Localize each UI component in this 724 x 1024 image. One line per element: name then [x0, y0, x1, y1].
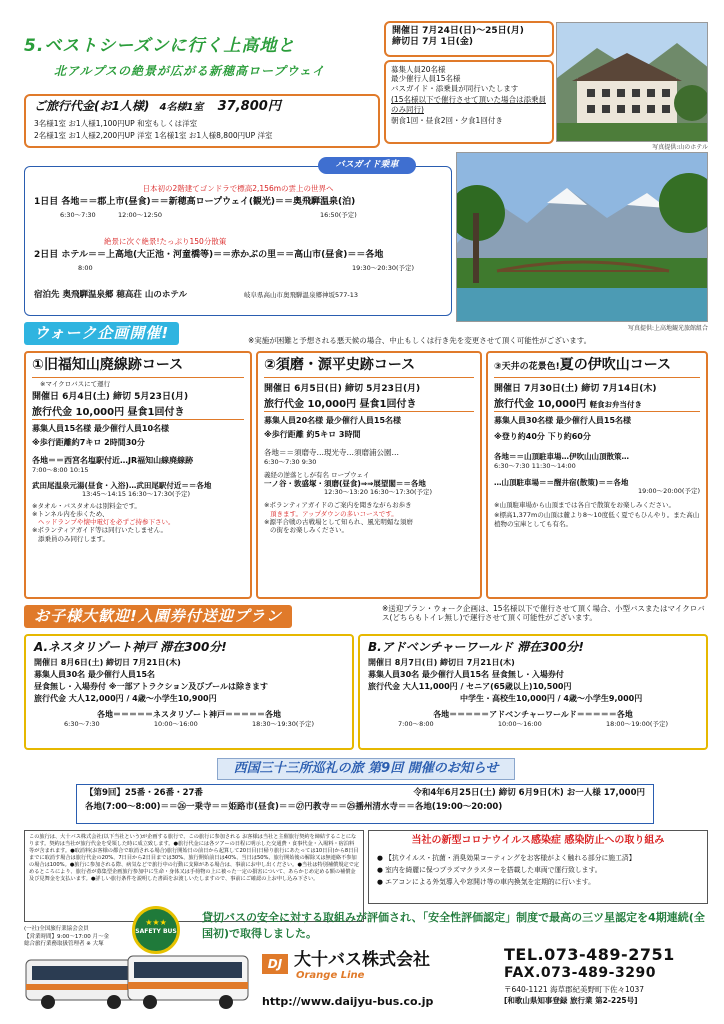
plan-a-time-3: 18:30～19:30(予定)	[251, 720, 314, 728]
plan-b-title: B.アドベンチャーワールド 滞在300分!	[368, 640, 584, 654]
course-3-walk: ※登り約40分 下り約60分	[494, 432, 591, 442]
plan-a-box	[24, 634, 354, 750]
pilgrimage-banner-row	[24, 758, 708, 780]
course-3-route2-times: 19:00～20:00(予定)	[637, 487, 700, 496]
price-amount: 37,800円	[217, 99, 281, 114]
course-3-date: 開催日 7月30日(土) 締切 7月14日(木)	[494, 383, 657, 394]
course-2-walk: ※歩行距離 約5キロ 3時間	[264, 430, 361, 440]
course-1-route-times: 7:00～8:00 10:15	[32, 466, 89, 475]
course-1-route2: 武田尾温泉元湯(昼食・入浴)…武田尾駅付近＝＝各地	[32, 480, 212, 490]
plan-b-time-1: 7:00～8:00	[398, 720, 434, 728]
safety-stars-icon: ★★★	[145, 918, 167, 927]
plan-a-time-1: 6:30～7:30	[64, 720, 100, 728]
plan-b-route: 各地＝＝＝＝＝アドベンチャーワールド＝＝＝＝＝各地	[433, 710, 633, 719]
hotel-photo-caption: 写真提供:山のホテル	[652, 144, 708, 151]
pilgrimage-date: 令和4年6月25日(土) 締切 6月9日(木) お一人様 17,000円	[413, 788, 645, 798]
course-2-note-1: ※ボランティアガイドのご案内を聞きながらお歩き	[264, 501, 412, 510]
course-1-note-5: 添乗員のみ同行します。	[38, 534, 109, 543]
plan-b-price2: 中学生・高校生10,000円 / 4歳～小学生9,000円	[460, 694, 643, 703]
day1-time-1: 6:30～7:30	[60, 211, 96, 219]
plan-a-people: 募集人員30名 最少催行人員15名	[34, 670, 156, 679]
day1-route: 1日目 各地＝＝郡上市(昼食)＝＝新穂高ロープウェイ(観光)＝＝奥飛騨温泉(泊)	[34, 197, 356, 207]
course-1-price: 旅行代金 10,000円 昼食1回付き	[32, 407, 244, 421]
plan-b-date: 開催日 8月7日(日) 締切日 7月21日(木)	[368, 658, 515, 667]
plan-a-title: A.ネスタリゾート神戸 滞在300分!	[34, 640, 227, 654]
day1-intro: 日本初の2階建てゴンドラで標高2,156mの雲上の世界へ	[142, 184, 334, 193]
bus-guide-badge: バスガイド乗車	[318, 157, 416, 174]
course-3-people: 募集人員30名様 最少催行人員15名様	[494, 416, 632, 426]
course-1-note-1: ※タオル・バスタオルは別料金です。	[32, 502, 141, 510]
course-2-price: 旅行代金 10,000円 昼食1回付き	[264, 399, 474, 413]
hotel-address: 岐阜県高山市奥飛騨温泉郷神坂577-13	[244, 291, 359, 299]
hotel-name: 宿泊先 奥飛騨温泉郷 穂高荘 山のホテル	[34, 290, 187, 300]
course-1-note-2: ※トンネル内を歩くため、	[32, 510, 109, 519]
title-line-2: 北アルプスの絶景が広がる新穂高ロープウェイ	[54, 64, 325, 78]
covid-box	[368, 830, 708, 904]
bus-icon	[24, 946, 254, 1016]
plan-a-meal: 昼食無し・入場券付 ※一部アトラクション及びプールは除きます	[34, 682, 268, 691]
course-3-note-1: ※山頂駐車場から山頂までは各自で散策をお楽しみください。	[494, 501, 675, 510]
course-1-people: 募集人員15名様 最少催行人員10名様	[32, 424, 170, 434]
course-2-date: 開催日 6月5日(日) 締切 5月23日(月)	[264, 383, 421, 394]
company-name: 大十バス株式会社	[294, 950, 430, 970]
plan-a-date: 開催日 8月6日(土) 締切日 7月21日(木)	[34, 658, 181, 667]
course-2-people: 募集人員20名様 最少催行人員15名様	[264, 416, 402, 426]
company-logo: DJ	[262, 954, 288, 974]
course-2-route-times: 6:30～7:30 9:30	[264, 457, 317, 466]
covid-item-1: ● 【抗ウイルス・抗菌・消臭効果コーティングをお客様がよく触れる部分に施工済】	[377, 853, 636, 862]
course-1-title: ①旧福知山廃線跡コース	[32, 357, 244, 378]
plan-b-people: 募集人員30名 最少催行人員15名 昼食無し・入場券付	[368, 670, 564, 679]
bus-illustration	[24, 946, 254, 1016]
course-3-title: 夏の伊吹山コース	[559, 357, 672, 373]
association-line-1: (一社)全国旅行業協会会員	[24, 926, 89, 932]
company-url[interactable]: http://www.daijyu-bus.co.jp	[262, 995, 434, 1008]
day2-intro: 絶景に次ぐ絶景!たっぷり150分散策	[104, 237, 227, 246]
course-2-note-2: 頂きます。アップダウンの多いコースです。	[270, 509, 398, 518]
course-3-price-note: 軽食お弁当付き	[589, 399, 643, 409]
course-2-box	[256, 351, 482, 599]
course-2-route-pre: 義経の逆落としが有名 ロープウェイ	[264, 470, 370, 479]
covid-title: 当社の新型コロナウイルス感染症 感染防止への取り組み	[411, 835, 665, 846]
course-2-route2-times: 12:30～13:20 16:30～17:30(予定)	[324, 488, 433, 497]
course-2-note-3: ※源平合戦の古戦場として知られ、風光明媚な須磨	[264, 517, 413, 526]
course-3-route: 各地＝＝山頂駐車場…伊吹山山頂散策…	[494, 452, 629, 462]
plan-a-time-2: 10:00～16:00	[153, 720, 198, 728]
course-1-route: 各地＝＝西宮名塩駅付近…JR福知山線廃線跡	[32, 456, 194, 466]
plan-a-route: 各地＝＝＝＝＝ネスタリゾート神戸＝＝＝＝＝各地	[97, 710, 281, 719]
course-3-price: 旅行代金 10,000円	[494, 398, 587, 410]
course-1-note-4: ※ボランティアガイド等は同行いたしません。	[32, 526, 168, 535]
walk-notice: ※実施が困難と予想される悪天候の場合、中止もしくは行き先を変更させて頂く可能性がございます。	[248, 336, 592, 345]
recruit-line-3: バスガイド・添乗員が同行いたします	[391, 83, 519, 93]
safety-text: 貸切バスの安全に対する取組みが評価され、「安全性評価認定」制度で最高の三ツ星認定を4期連続(全国初)で取得しました。	[202, 911, 705, 940]
day2-route: 2日目 ホテル＝＝上高地(大正池・河童橋等)＝＝赤かぶの里＝＝高山市(昼食)＝＝各地	[34, 250, 384, 260]
schedule-depart: 開催日 7月24日(日)～25日(月)	[392, 26, 524, 36]
course-3-route-times: 6:30～7:30 11:30～14:00	[494, 461, 576, 470]
course-1-date: 開催日 6月4日(土) 締切 5月23日(月)	[32, 391, 189, 402]
recruit-note: (15名様以下で催行させて頂いた場合は添乗員のみ同行)	[391, 95, 546, 114]
day2-time-2: 19:30～20:30(予定)	[352, 264, 415, 272]
course-1-box	[24, 351, 252, 599]
company-fax: FAX.073-489-3290	[504, 965, 656, 981]
course-3-title-pre: ③天井の花景色!	[494, 362, 560, 372]
course-1-sub: ※マイクロバスにて運行	[40, 379, 111, 388]
course-3-route2: …山頂駐車場＝＝醒井宿(散策)＝＝各地	[494, 477, 629, 487]
course-2-title: ②須磨・源平史跡コース	[264, 357, 474, 378]
pilgrimage-box	[76, 784, 654, 824]
course-1-walk: ※歩行距離約7キロ 2時間30分	[32, 438, 145, 448]
recruit-meals: 朝食1回・昼食2回・夕食1回付き	[391, 115, 503, 125]
company-registration: [和歌山県知事登録 旅行業 第2-225号]	[504, 996, 638, 1005]
kamikochi-photo-caption: 写真提供:上高地観光旅館組合	[627, 325, 708, 332]
schedule-deadline: 締切日 7月 1日(金)	[392, 37, 474, 48]
recruit-line-2: 最少催行人員15名様	[391, 74, 461, 84]
walk-banner: ウォーク企画開催!	[24, 322, 179, 345]
course-3-box	[486, 351, 708, 599]
company-tel[interactable]: TEL.073-489-2751	[504, 945, 675, 964]
price-box	[24, 94, 380, 148]
price-condition: 4名様1室	[159, 102, 204, 113]
hotel-photo-art	[557, 23, 708, 142]
recruit-line-1: 募集人員20名様	[391, 65, 446, 74]
course-2-note-4: の街をお楽しみください。	[270, 525, 348, 534]
day2-time-1: 8:00	[78, 264, 93, 272]
covid-item-2: ● 室内を綺麗に保つプラズマクラスターを搭載した車両で運行致します。	[377, 865, 602, 874]
price-label: ご旅行代金(お1人様)	[34, 99, 150, 113]
kids-banner: お子様大歓迎!入園券付送迎プラン	[24, 605, 292, 628]
price-line-1: 3名様1室 お1人様1,100円UP 和室もしくは洋室	[34, 119, 198, 129]
kamikochi-photo	[456, 152, 708, 322]
association-line-3: 総合旅行業務取扱管理者 ※ 大塚	[24, 941, 104, 948]
pilgrimage-round: 【第9回】25番・26番・27番	[85, 788, 203, 798]
course-1-route2-times: 13:45～14:15 16:30～17:30(予定)	[82, 489, 191, 498]
safety-badge-text: SAFETY BUS	[135, 928, 177, 935]
title-line-1: 5.ベストシーズンに行く上高地と	[24, 36, 296, 56]
course-1-note-3: ヘッドランプや懐中電灯を必ずご持参下さい。	[38, 518, 175, 527]
hotel-photo	[556, 22, 708, 142]
kids-notice: ※送迎プラン・ウォーク企画は、15名様以下で催行させて頂く場合、小型バスまたはマイクロバス(どちらもトイレ無し)で運行させて頂く可能性がございます。	[382, 604, 705, 623]
course-3-note-2: ※標高1,377mの山頂は麓より8～10度低く夏でもひんやり。また高山植物の宝庫としても有名。	[494, 511, 700, 528]
plan-a-price: 旅行代金 大人12,000円 / 4歳～小学生10,900円	[34, 694, 217, 703]
pilgrimage-route: 各地(7:00～8:00)＝＝㉖一乗寺＝＝姫路市(昼食)＝＝㉗円教寺＝＝㉕播州清水寺＝＝各地(19:00～20:00)	[85, 801, 503, 812]
plan-b-price: 旅行代金 大人11,000円 / セニア(65歳以上)10,500円	[368, 682, 572, 691]
day1-time-2: 12:00～12:50	[118, 211, 162, 219]
covid-item-3: ● エアコンによる外気導入や窓開け等の車内換気を定期的に行います。	[377, 878, 595, 887]
day1-time-3: 16:50(予定)	[320, 211, 357, 219]
schedule-box	[384, 21, 554, 57]
association-line-2: 【営業時間】9:00～17:00 月～金	[24, 933, 109, 940]
plan-b-time-2: 10:00～16:00	[497, 720, 542, 728]
kamikochi-photo-art	[457, 153, 708, 322]
pilgrimage-banner: 西国三十三所巡礼の旅 第9回 開催のお知らせ	[217, 758, 516, 780]
recruit-box	[384, 60, 554, 144]
company-address: 〒640-1121 海草郡紀美野町下佐々1037	[504, 985, 645, 994]
price-line-2: 2名様1室 お1人様2,200円UP 洋室 1名様1室 お1人様8,800円UP 洋室	[34, 130, 273, 140]
company-sub: Orange Line	[296, 970, 365, 981]
course-2-route2: 一ノ谷・敦盛塚・須磨(昼食)⇒⇒展望閣＝＝各地	[264, 478, 426, 488]
plan-b-time-3: 18:00～19:00(予定)	[605, 720, 668, 728]
terms-box: この旅行は、大十バス株式会社(以下当社という)が企画する旅行で、この旅行に参加される お客様は当社と主催旅行契約を締結することになります。契約は当社が旅行代金を受領した時に成立致します。●旅行代金には各ツアーの日程に明示した交通費・食事代金・入場料・宿泊料等が含まれます。●取消料(お客様の都合で取消される場合)旅行開始日の前日から起算して20日目(日帰り旅行にあたっては10日目)から8日目までに取消す場合は旅行代金の20%、7日目から2日目までは30%、旅行開始前日は40%、当日は50%、旅行開始後の解除又は無連絡不参加の場合は100%。●旅行に参加される際、病気などで旅行中の行動に支障がある場合は、事前にお申し出ください。●当社は特別補償規定で定めるところにより、旅行者が募集型企画旅行参加中に生命・身体又は手荷物の上に被った一定の損害について、あらかじめ定める額の補償金及び見舞金を支払います。●詳しい旅行条件を説明した書面をお渡しいたしますので、事前にご確認の上お申し込み下さい。	[24, 830, 364, 922]
course-2-route: 各地＝＝須磨寺…現光寺…須磨浦公園…	[264, 448, 399, 458]
plan-b-box	[358, 634, 708, 750]
